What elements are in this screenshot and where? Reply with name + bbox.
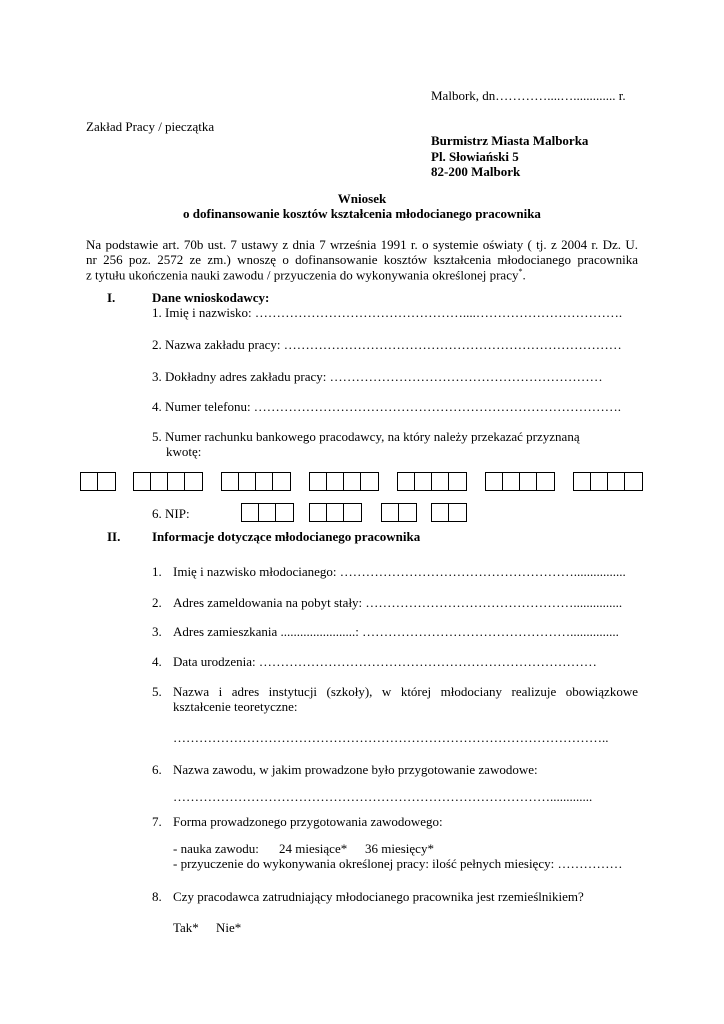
intro-line-2: nr 256 poz. 2572 ze zm.) wnoszę o dofinansowanie kosztów kształcenia młodocianego pracownika (86, 252, 638, 267)
apprenticeship-label: - nauka zawodu: (173, 841, 259, 856)
applicant-name-field[interactable]: 1. Imię i nazwisko: …………………………………………....……………………………. (152, 305, 623, 320)
section-1-number: I. (107, 290, 116, 305)
list-item-number: 5. (152, 684, 162, 699)
residence-address-field[interactable]: Adres zamieszkania .......................: …………………………………………............... (173, 624, 619, 639)
section-1-heading: Dane wnioskodawcy: (152, 290, 270, 305)
profession-question: Nazwa zawodu, w jakim prowadzone było przygotowanie zawodowe: (173, 762, 538, 777)
workplace-address-field[interactable]: 3. Dokładny adres zakładu pracy: ……………………………………………………… (152, 369, 603, 384)
bank-account-label-cont: kwotę: (166, 444, 202, 459)
place-date-line[interactable]: Malbork, dn…………....…............. r. (431, 88, 626, 103)
nip-box-group-1[interactable] (241, 503, 294, 522)
bank-account-box-group-4[interactable] (309, 472, 379, 491)
list-item-number: 7. (152, 814, 162, 829)
bank-account-box-group-7[interactable] (573, 472, 643, 491)
employer-stamp-label: Zakład Pracy / pieczątka (86, 119, 215, 134)
bank-account-box-group-6[interactable] (485, 472, 555, 491)
option-24-months[interactable]: 24 miesiące* (279, 841, 348, 856)
school-answer-field[interactable]: ……………………………………………………………………………………….. (173, 730, 609, 745)
intro-line-3: z tytułu ukończenia nauki zawodu / przyuczenia do wykonywania określonej pracy*. (86, 267, 526, 283)
bank-account-box-group-2[interactable] (133, 472, 203, 491)
list-item-number: 2. (152, 595, 162, 610)
phone-number-field[interactable]: 4. Numer telefonu: …………………………………………………………………………. (152, 399, 622, 414)
list-item-number: 4. (152, 654, 162, 669)
training-months-field[interactable]: - przyuczenie do wykonywania określonej pracy: ilość pełnych miesięcy: …………… (173, 856, 623, 871)
minor-name-field[interactable]: Imię i nazwisko młodocianego: ………………………………………………................ (173, 564, 626, 579)
profession-answer-field[interactable]: ……………………………………………………………………………............. (173, 789, 593, 804)
answer-yes[interactable]: Tak* (173, 920, 199, 935)
recipient-city: 82-200 Malbork (431, 164, 521, 179)
option-36-months[interactable]: 36 miesięcy* (365, 841, 434, 856)
bank-account-box-group-5[interactable] (397, 472, 467, 491)
bank-account-box-group-1[interactable] (80, 472, 116, 491)
list-item-number: 3. (152, 624, 162, 639)
nip-box-group-4[interactable] (431, 503, 467, 522)
bank-account-label: 5. Numer rachunku bankowego pracodawcy, na który należy przekazać przyznaną (152, 429, 580, 444)
training-form-question: Forma prowadzonego przygotowania zawodowego: (173, 814, 443, 829)
nip-box-group-3[interactable] (381, 503, 417, 522)
registered-address-field[interactable]: Adres zameldowania na pobyt stały: …………………………………………............... (173, 595, 623, 610)
workplace-name-field[interactable]: 2. Nazwa zakładu pracy: …………………………………………………………………… (152, 337, 622, 352)
nip-label: 6. NIP: (152, 506, 190, 521)
intro-line-1: Na podstawie art. 70b ust. 7 ustawy z dnia 7 września 1991 r. o systemie oświaty ( tj. z 2004 r. Dz. U. (86, 237, 638, 252)
document-subtitle: o dofinansowanie kosztów kształcenia młodocianego pracownika (183, 206, 541, 221)
answer-no[interactable]: Nie* (216, 920, 242, 935)
list-item-number: 6. (152, 762, 162, 777)
school-question: Nazwa i adres instytucji (szkoły), w której młodociany realizuje obowiązkowe (173, 684, 638, 699)
recipient-street: Pl. Słowiański 5 (431, 149, 519, 164)
list-item-number: 8. (152, 889, 162, 904)
craftsman-question: Czy pracodawca zatrudniający młodocianego pracownika jest rzemieślnikiem? (173, 889, 584, 904)
school-question-cont: kształcenie teoretyczne: (173, 699, 298, 714)
list-item-number: 1. (152, 564, 162, 579)
birth-date-field[interactable]: Data urodzenia: …………………………………………………………………… (173, 654, 597, 669)
section-2-number: II. (107, 529, 121, 544)
section-2-heading: Informacje dotyczące młodocianego pracownika (152, 529, 421, 544)
recipient-name: Burmistrz Miasta Malborka (431, 133, 589, 148)
document-title: Wniosek (337, 191, 387, 206)
nip-box-group-2[interactable] (309, 503, 362, 522)
bank-account-box-group-3[interactable] (221, 472, 291, 491)
